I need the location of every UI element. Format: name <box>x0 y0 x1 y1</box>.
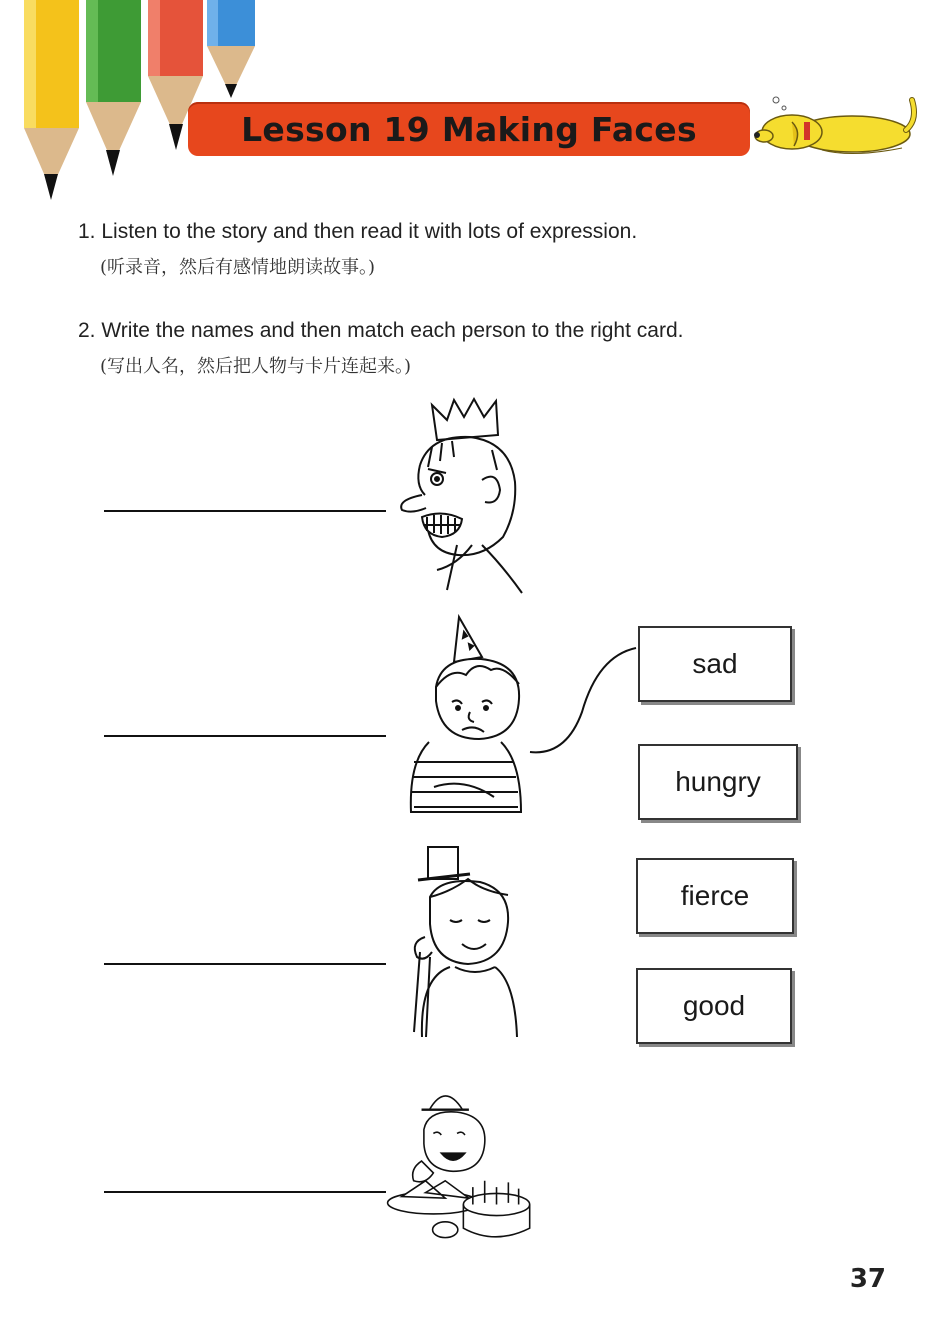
name-answer-line-3[interactable] <box>104 963 386 965</box>
card-hungry[interactable]: hungry <box>638 744 798 820</box>
page-number: 37 <box>849 1264 886 1294</box>
title-banner <box>188 102 750 156</box>
card-sad[interactable]: sad <box>638 626 792 702</box>
card-good[interactable]: good <box>636 968 792 1044</box>
instruction-2-number: 2. <box>78 319 96 342</box>
instruction-2-text: Write the names and then match each person to the right card. <box>101 319 684 342</box>
fierce-man-with-crown-icon <box>392 395 542 605</box>
name-answer-line-1[interactable] <box>104 510 386 512</box>
yellow-pencil-icon <box>24 0 79 200</box>
card-fierce[interactable]: fierce <box>636 858 794 934</box>
instruction-2 <box>78 319 683 343</box>
instruction-1-number: 1. <box>78 220 96 243</box>
blue-pencil-icon <box>207 0 255 98</box>
sleeping-dog-icon <box>752 92 920 158</box>
name-answer-line-2[interactable] <box>104 735 386 737</box>
smiling-girl-with-top-hat-icon <box>400 842 550 1052</box>
hungry-boy-eating-cake-icon <box>386 1060 536 1270</box>
instruction-2-translation: (写出人名，然后把人物与卡片连起来。) <box>100 356 412 377</box>
name-answer-line-4[interactable] <box>104 1191 386 1193</box>
instruction-1-text: Listen to the story and then read it with lots of expression. <box>101 220 638 243</box>
instruction-1-translation: (听录音，然后有感情地朗读故事。) <box>100 257 376 278</box>
lesson-title: Lesson 19 Making Faces <box>241 110 697 149</box>
instruction-1 <box>78 220 637 244</box>
green-pencil-icon <box>86 0 141 176</box>
example-match-line <box>520 640 650 760</box>
